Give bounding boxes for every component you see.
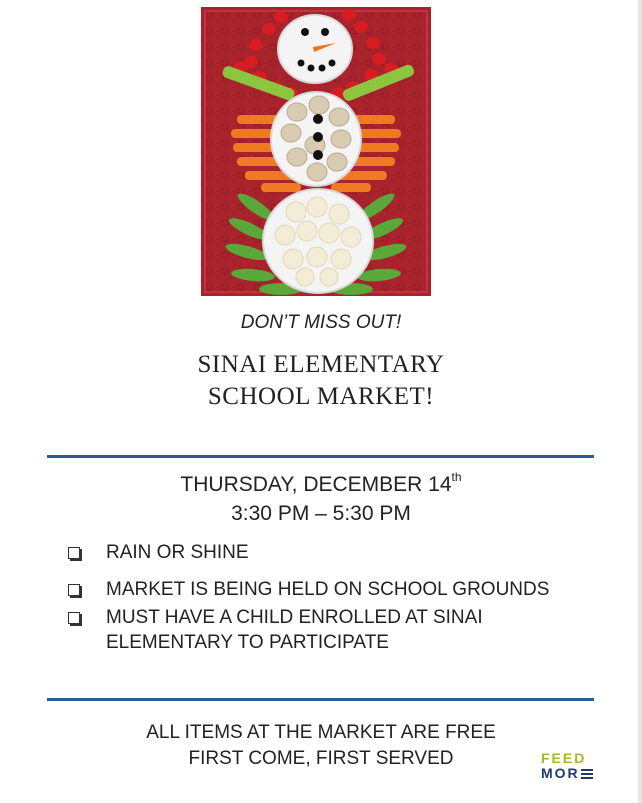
checklist-item-text: MUST HAVE A CHILD ENROLLED AT SINAI ELEMENTARY TO PARTICIPATE [106, 607, 483, 653]
tagline: DON’T MISS OUT! [240, 312, 402, 333]
checkbox-icon [68, 547, 80, 559]
logo-line-2-text: MOR [541, 765, 580, 781]
feed-more-logo [541, 751, 593, 781]
footer-line-2: FIRST COME, FIRST SERVED [188, 748, 454, 769]
title-line-2: SCHOOL MARKET! [207, 383, 435, 410]
checklist-item [68, 540, 568, 565]
checklist-item-text: RAIN OR SHINE [106, 542, 249, 563]
event-date [0, 470, 642, 499]
checkbox-icon [68, 612, 80, 624]
checklist-item [68, 605, 568, 655]
event-time: 3:30 PM – 5:30 PM [231, 502, 411, 525]
checklist-item [68, 577, 568, 602]
logo-line-2 [541, 766, 593, 781]
event-date-block [0, 470, 642, 528]
footer-line-1: ALL ITEMS AT THE MARKET ARE FREE [146, 722, 496, 743]
divider-bottom [47, 698, 594, 701]
flyer-title [0, 349, 642, 413]
title-line-1: SINAI ELEMENTARY [197, 351, 445, 378]
checkbox-icon [68, 584, 80, 596]
date-suffix: th [451, 470, 462, 484]
divider-top [47, 455, 594, 458]
logo-line-1: FEED [541, 750, 587, 766]
checklist-item-text: MARKET IS BEING HELD ON SCHOOL GROUNDS [106, 579, 550, 600]
logo-bars-icon [581, 767, 593, 781]
snowman-veggie-platter-photo [201, 7, 431, 296]
event-checklist [68, 540, 568, 667]
event-date-main: THURSDAY, DECEMBER 14 [180, 473, 452, 496]
